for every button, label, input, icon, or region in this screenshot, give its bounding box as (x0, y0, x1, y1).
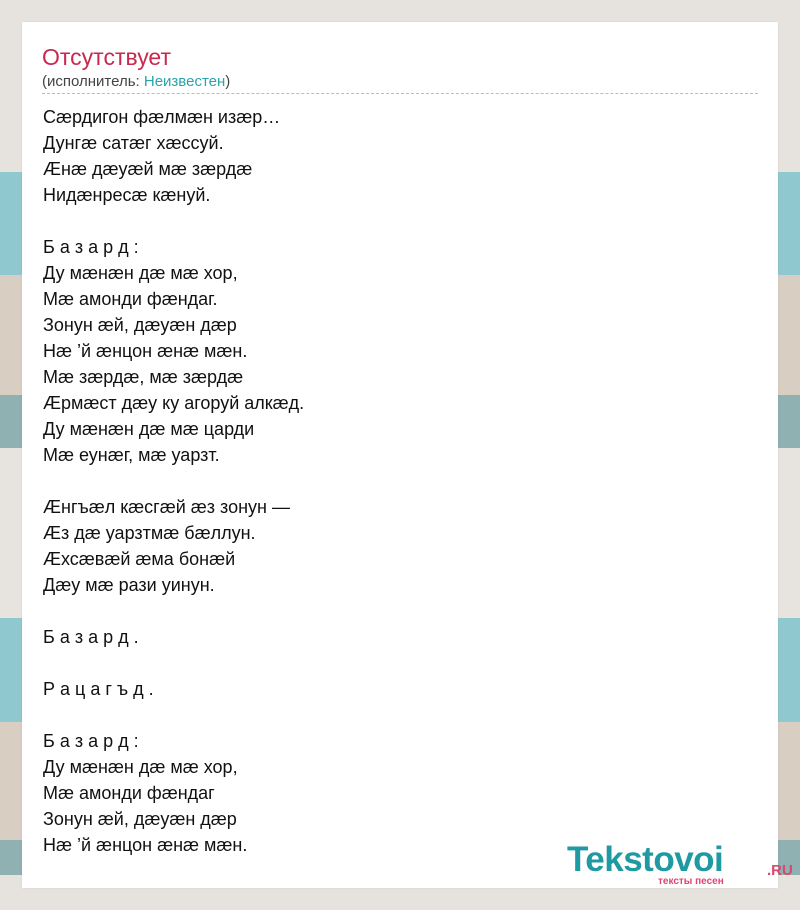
site-logo[interactable] (567, 840, 793, 890)
lyrics-line: Б а з а р д . (43, 627, 139, 647)
lyrics-card (22, 22, 793, 888)
performer-link[interactable]: Неизвестен (143, 73, 226, 90)
lyrics-blank-line (43, 208, 304, 234)
lyrics-line: Мæ зæрдæ, мæ зæрдæ (43, 367, 244, 387)
lyrics-line: Æз дæ уарзтмæ бæллун. (43, 523, 256, 543)
lyrics-line: Зонун æй, дæуæн дæр (43, 315, 237, 335)
lyrics-blank-line (43, 598, 304, 624)
lyrics-line: Мæ амонди фæндаг. (43, 289, 218, 309)
lyrics-line: Æнгъæл кæсгæй æз зонун — (43, 497, 290, 517)
lyrics-line: Æхсæвæй æма бонæй (43, 549, 236, 569)
lyrics-line: Ду мæнæн дæ мæ хор, (43, 757, 238, 777)
performer-suffix: ) (225, 73, 231, 90)
lyrics-line: Нидæнресæ кæнуй. (43, 185, 211, 205)
performer-prefix: (исполнитель: (42, 73, 144, 90)
lyrics-line: Ду мæнæн дæ мæ хор, (43, 263, 238, 283)
lyrics-line: Ду мæнæн дæ мæ царди (43, 419, 255, 439)
lyrics-line: Б а з а р д : (43, 731, 139, 751)
lyrics-line: Æнæ дæуæй мæ зæрдæ (43, 159, 253, 179)
logo-wordmark: Tekstovoi (567, 840, 724, 879)
lyrics-line: Мæ еунæг, мæ уарзт. (43, 445, 220, 465)
lyrics-line: Дæу мæ рази уинун. (43, 575, 215, 595)
header-divider (42, 93, 758, 94)
lyrics-blank-line (43, 650, 304, 676)
performer-line (42, 72, 230, 92)
lyrics-blank-line (43, 702, 304, 728)
lyrics-line: Æрмæст дæу ку агоруй алкæд. (43, 393, 305, 413)
lyrics-line: Нæ ’й æнцон æнæ мæн. (43, 341, 248, 361)
lyrics-line: Дунгæ сатæг хæссуй. (43, 133, 224, 153)
logo-tagline: тексты песен (658, 876, 724, 887)
lyrics-line: Зонун æй, дæуæн дæр (43, 809, 237, 829)
lyrics-blank-line (43, 468, 304, 494)
lyrics-text (43, 104, 304, 858)
lyrics-line: Р а ц а г ъ д . (43, 679, 154, 699)
lyrics-line: Нæ ’й æнцон æнæ мæн. (43, 835, 248, 855)
song-title: Отсутствует (42, 44, 171, 70)
lyrics-line: Мæ амонди фæндаг (43, 783, 215, 803)
lyrics-line: Б а з а р д : (43, 237, 139, 257)
lyrics-line: Сæрдигон фæлмæн изæр… (43, 107, 281, 127)
logo-domain: .RU (767, 862, 793, 879)
